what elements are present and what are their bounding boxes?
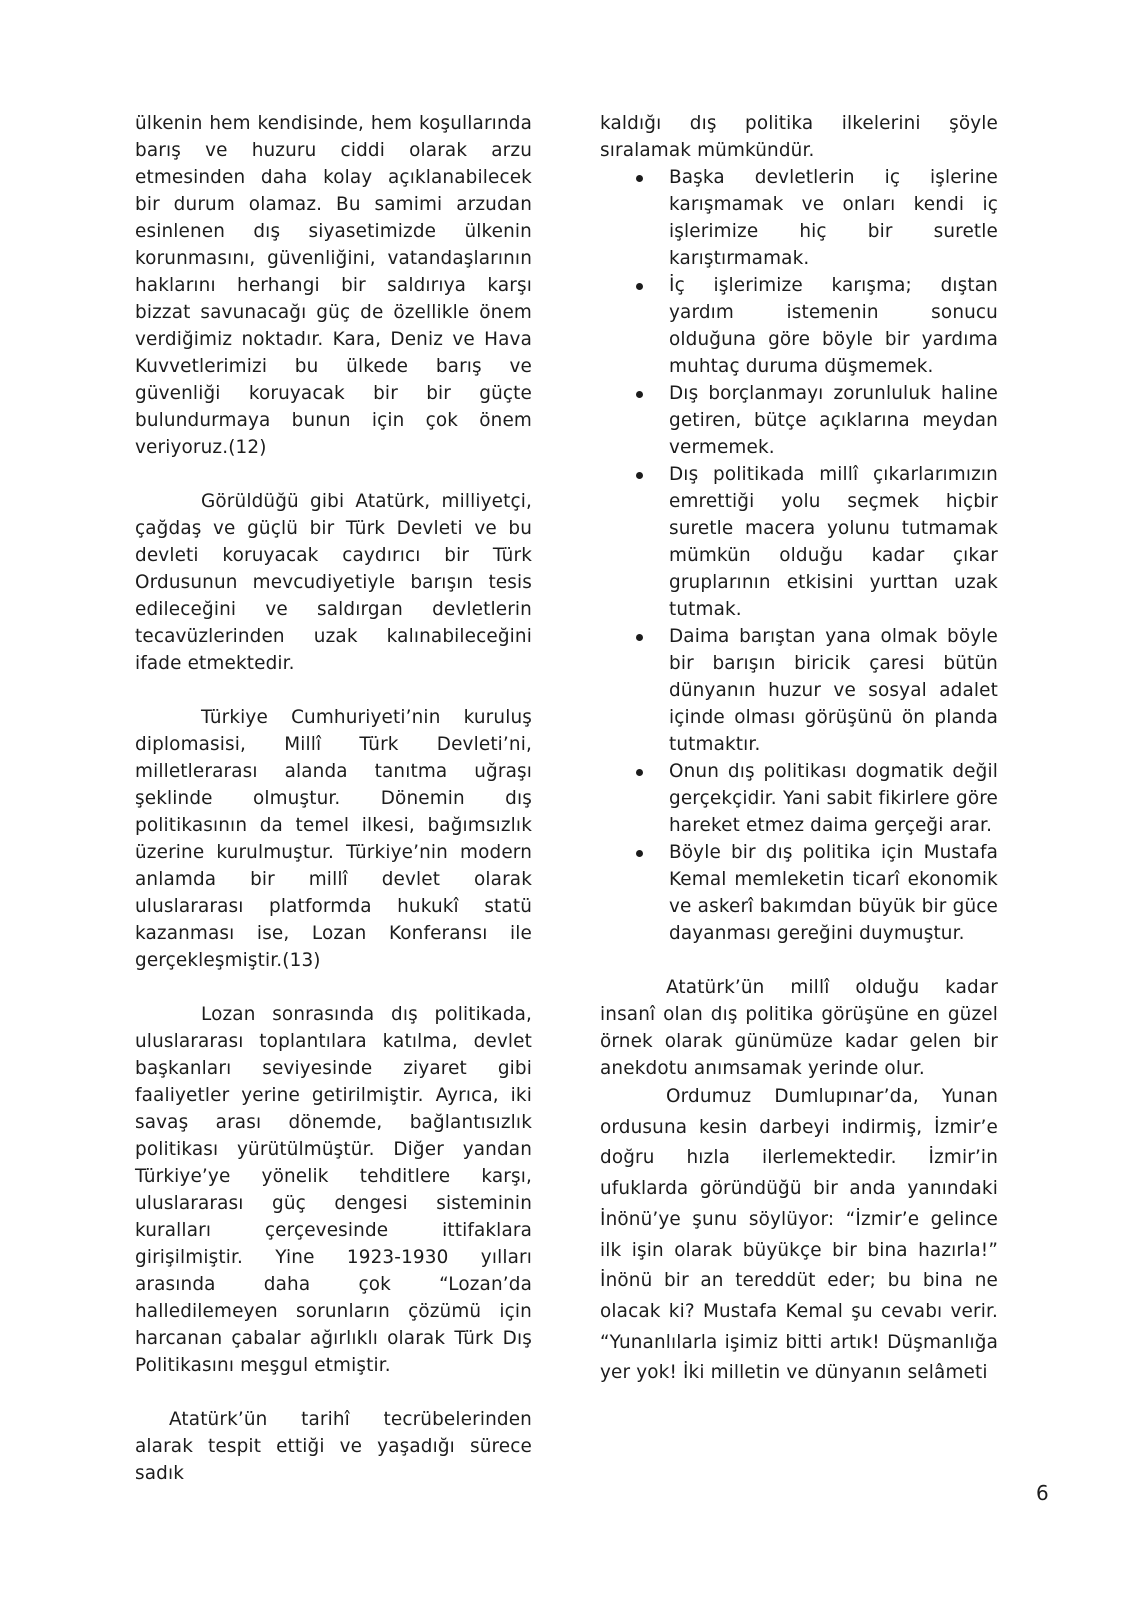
list-item-text: İç işlerimize karışma; dıştan yardım istemenin sonucu olduğuna göre böyle bir yardıma muhtaç duruma düşmemek. — [669, 275, 998, 377]
bullet-icon — [636, 850, 643, 857]
bullet-icon — [636, 283, 643, 290]
paragraph-2: Görüldüğü gibi Atatürk, milliyetçi, çağdaş ve güçlü bir Türk Devleti ve bu devleti koruyacak caydırıcı bir Türk Ordusunun mevcudiyetiyle barışın tesis edileceğini ve saldırgan devletlerin tecavüzlerinden uzak kalınabileceğini ifade etmektedir. — [135, 491, 532, 674]
paragraph-after-list: Atatürk’ün millî olduğu kadar insanî olan dış politika görüşüne en güzel örnek olarak günümüze kadar gelen bir anekdotu anımsamak yerinde olur. — [600, 977, 998, 1079]
principles-list — [600, 164, 998, 947]
list-item — [600, 461, 998, 623]
list-item — [600, 380, 998, 461]
list-item-text: Daima barıştan yana olmak böyle bir barışın biricik çaresi bütün dünyanın huzur ve sosyal adalet içinde olması görüşünü ön planda tutmaktır. — [669, 626, 998, 755]
list-item — [600, 839, 998, 947]
right-column — [600, 110, 998, 1389]
paragraph-4: Lozan sonrasında dış politikada, uluslararası toplantılara katılma, devlet başkanları seviyesinde ziyaret gibi faaliyetler yerine getirilmiştir. Ayrıca, iki savaş arası dönemde, bağlantısızlık politikası yürütülmüştür. Diğer yandan Türkiye’ye yönelik tehditlere karşı, uluslararası güç dengesi sisteminin kuralları çerçevesinde ittifaklara girişilmiştir. Yine 1923-1930 yılları arasında daha çok “Lozan’da halledilemeyen sorunların çözümü için harcanan çabalar ağırlıklı olarak Türk Dış Politikasını meşgul etmiştir. — [135, 1004, 532, 1376]
left-column — [135, 110, 532, 1487]
list-item-text: Dış politikada millî çıkarlarımızın emrettiği yolu seçmek hiçbir suretle macera yolunu tutmamak mümkün olduğu kadar çıkar gruplarının etkisini yurttan uzak tutmak. — [669, 464, 998, 620]
paragraph-1: ülkenin hem kendisinde, hem koşullarında barış ve huzuru ciddi olarak arzu etmesinden daha kolay açıklanabilecek bir durum olamaz. Bu samimi arzudan esinlenen dış siyasetimizde ülkenin korunmasını, güvenliğini, vatandaşlarının haklarını herhangi bir saldırıya karşı bizzat savunacağı güç de özellikle önem verdiğimiz noktadır. Kara, Deniz ve Hava Kuvvetlerimizi bu ülkede barış ve güvenliği koruyacak bir bir güçte bulundurmaya bunun için çok önem veriyoruz.(12) — [135, 113, 532, 458]
bullet-icon — [636, 472, 643, 479]
principles-intro: kaldığı dış politika ilkelerini şöyle sıralamak mümkündür. — [600, 113, 998, 161]
list-item — [600, 272, 998, 380]
list-item-text: Başka devletlerin iç işlerine karışmamak ve onları kendi iç işlerimize hiç bir suretle karıştırmamak. — [669, 167, 998, 269]
list-item — [600, 623, 998, 758]
list-item-text: Böyle bir dış politika için Mustafa Kemal memleketin ticarî ekonomik ve askerî bakımdan büyük bir güce dayanması gereğini duymuştur. — [669, 842, 998, 944]
list-item-text: Dış borçlanmayı zorunluluk haline getiren, bütçe açıklarına meydan vermemek. — [669, 383, 998, 458]
list-item-text: Onun dış politikası dogmatik değil gerçekçidir. Yani sabit fikirlere göre hareket etmez daima gerçeği arar. — [669, 761, 998, 836]
paragraph-3: Türkiye Cumhuriyeti’nin kuruluş diplomasisi, Millî Türk Devleti’ni, milletlerarası alanda tanıtma uğraşı şeklinde olmuştur. Dönemin dış politikasının da temel ilkesi, bağımsızlık üzerine kurulmuştur. Türkiye’nin modern anlamda bir millî devlet olarak uluslararası platformda hukukî statü kazanması ise, Lozan Konferansı ile gerçekleşmiştir.(13) — [135, 707, 532, 971]
paragraph-anecdote: Ordumuz Dumlupınar’da, Yunan ordusuna kesin darbeyi indirmiş, İzmir’e doğru hızla ilerlemektedir. İzmir’in ufuklarda göründüğü bir anda yanındaki İnönü’ye şunu söylüyor: “İzmir’e gelince ilk işin olarak büyükçe bir bina hazırla!” İnönü bir an tereddüt eder; bu bina ne olacak ki? Mustafa Kemal şu cevabı verir. “Yunanlılarla işimiz bitti artık! Düşmanlığa yer yok! İki milletin ve dünyanın selâmeti — [600, 1086, 998, 1384]
bullet-icon — [636, 175, 643, 182]
bullet-icon — [636, 391, 643, 398]
bullet-icon — [636, 634, 643, 641]
list-item — [600, 164, 998, 272]
bullet-icon — [636, 769, 643, 776]
paragraph-5: Atatürk’ün tarihî tecrübelerinden alarak tespit ettiği ve yaşadığı sürece sadık — [135, 1409, 532, 1484]
page-number: 6 — [1036, 1481, 1049, 1505]
list-item — [600, 758, 998, 839]
